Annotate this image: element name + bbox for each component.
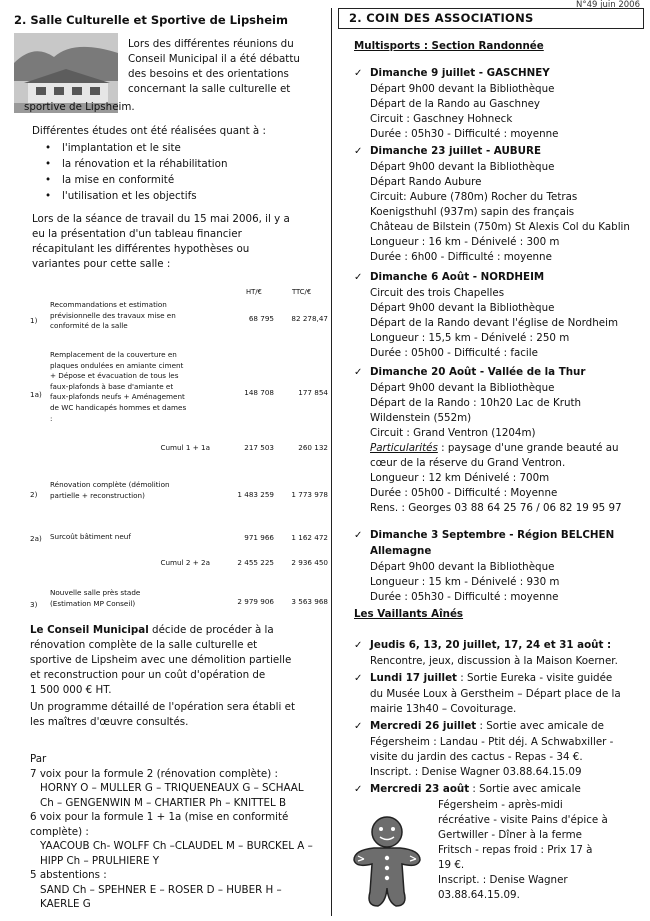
cumul-ttc: 2 936 450 (291, 558, 328, 567)
row-ht: 1 483 259 (237, 490, 274, 499)
event-details: Départ 9h00 devant la Bibliothèque Départ de la Rando : 10h20 Lac de Kruth Wildenstein (552m) Circuit : Grand Ventron (1204m) Particularités : paysage d'une grande beauté au cœur de la réserve du Grand Ventron. Longueur : 12 km Dénivelé : 700m Durée : 05h00 - Difficulté : Moyenne Rens. : Georges 03 88 64 25 76 / 06 82 19 95 97 (370, 382, 622, 514)
event-title: Dimanche 23 juillet - AUBURE (370, 145, 541, 157)
event-details: Départ 9h00 devant la Bibliothèque Départ de la Rando au Gaschney Circuit : Gaschney Hohneck Durée : 05h30 - Difficulté : moyenne (370, 83, 559, 140)
header-ttc: TTC/€ (292, 288, 312, 296)
event-details: Départ 9h00 devant la Bibliothèque Longueur : 15 km - Dénivelé : 930 m Durée : 05h30 - Difficulté : moyenne (370, 561, 560, 603)
event-title: Mercredi 26 juillet : Sortie avec amicale de (370, 720, 605, 732)
row-ttc: 177 854 (298, 388, 328, 397)
programme-paragraph: Un programme détaillé de l'opération sera établi et les maîtres d'œuvre consultés. (30, 701, 295, 728)
row-label: 2) (30, 490, 38, 499)
row-ht: 2 979 906 (237, 597, 274, 606)
right-article-title: 2. COIN DES ASSOCIATIONS (349, 11, 534, 25)
seance-paragraph: Lors de la séance de travail du 15 mai 2006, il y a eu la présentation d'un tableau financier récapitulant les différentes hypothèses ou variantes pour cette salle : (32, 213, 290, 271)
row-description: Remplacement de la couverture en plaques ondulées en amiante ciment + Dépose et évacuation de tous les faux-plafonds à base d'amiante et faux-plafonds neufs + Aménagement de WC handicapés hommes et dames : (50, 350, 187, 423)
studies-intro: Différentes études ont été réalisées quant à : (32, 125, 266, 137)
row-ttc: 1 773 978 (291, 490, 328, 499)
section-title-randonnee: Multisports : Section Randonnée (354, 40, 544, 52)
section-title-aines: Les Vaillants Aînés (354, 608, 464, 620)
check-icon: ✓ (354, 272, 363, 283)
event-details: Départ 9h00 devant la Bibliothèque Départ Rando Aubure Circuit: Aubure (780m) Rocher du Tetras Koenigsthuhl (937m) sapin des français Château de Bilstein (750m) St Alexis Col du Kablin Longueur : 16 km - Dénivelé : 300 m Durée : 6h00 - Difficulté : moyenne (370, 161, 630, 263)
event-title: Dimanche 3 Septembre - Région BELCHEN (370, 529, 615, 541)
study-item: • la rénovation et la réhabilitation (62, 157, 227, 172)
event-title: Jeudis 6, 13, 20 juillet, 17, 24 et 31 août : (370, 639, 612, 651)
vote-results: Par 7 voix pour la formule 2 (rénovation complète) : HORNY O – MULLER G – TRIQUENEAUX G – SCHAAL Ch – GENGENWIN M – CHARTIER Ph – KNITTEL B 6 voix pour la formule 1 + 1a (mise en conformité complète) : YAACOUB Ch- WOLFF Ch –CLAUDEL M – BURCKEL A – HIPP Ch – PRULHIERE Y 5 abstentions : SAND Ch – SPEHNER E – ROSER D – HUBER H – KAERLE G (30, 753, 313, 910)
cumul-ht: 217 503 (244, 443, 274, 452)
cumul-ttc: 260 132 (298, 443, 328, 452)
row-label: 1) (30, 316, 38, 325)
check-icon: ✓ (354, 673, 363, 684)
cumul-label: Cumul 1 + 1a (160, 443, 210, 452)
event-details: du Musée Loux à Gerstheim – Départ place de la mairie 13h40 – Covoiturage. (370, 688, 621, 715)
row-label: 3) (30, 600, 38, 609)
row-ttc: 1 162 472 (291, 533, 328, 542)
intro-tail: sportive de Lipsheim. (24, 101, 135, 113)
study-item: • l'utilisation et les objectifs (62, 189, 197, 204)
row-label: 2a) (30, 534, 42, 543)
event-details: Fégersheim - après-midi récréative - visite Pains d'épice à Gertwiller - Dîner à la ferme Fritsch - repas froid : Prix 17 à 19 €. Inscript. : Denise Wagner 03.88.64.15.09. (438, 799, 608, 901)
check-icon: ✓ (354, 367, 363, 378)
row-description: Surcoût bâtiment neuf (50, 532, 131, 541)
row-description: Rénovation complète (démolition partielle + reconstruction) (50, 480, 170, 500)
column-divider (331, 8, 332, 916)
check-icon: ✓ (354, 640, 363, 651)
row-ht: 68 795 (248, 314, 274, 323)
header-ht: HT/€ (246, 288, 262, 296)
cumul-ht: 2 455 225 (237, 558, 274, 567)
row-ttc: 82 278,47 (291, 314, 328, 323)
check-icon: ✓ (354, 784, 363, 795)
event-details: Circuit des trois Chapelles Départ 9h00 devant la Bibliothèque Départ de la Rando devant l'église de Nordheim Longueur : 15,5 km - Dénivelé : 250 m Durée : 05h00 - Difficulté : facile (370, 287, 618, 359)
left-article-title: 2. Salle Culturelle et Sportive de Lipsheim (14, 13, 288, 27)
right-header-box (338, 8, 644, 29)
event-title: Dimanche 20 Août - Vallée de la Thur (370, 366, 586, 378)
row-description: Nouvelle salle près stade (Estimation MP Conseil) (50, 588, 141, 608)
check-icon: ✓ (354, 146, 363, 157)
event-title: Dimanche 9 juillet - GASCHNEY (370, 67, 550, 79)
event-details: Fégersheim : Landau - Ptit déj. A Schwabxiller - visite du jardin des cactus - Repas - 34 €. Inscript. : Denise Wagner 03.88.64.15.09 (370, 736, 614, 778)
event-subtitle: Allemagne (370, 545, 432, 557)
row-ht: 971 966 (244, 533, 274, 542)
intro-paragraph: Lors des différentes réunions du Conseil Municipal il a été débattu des besoins et des orientations concernant la salle culturelle et (128, 38, 300, 96)
event-title: Lundi 17 juillet : Sortie Eureka - visite guidée (370, 672, 613, 684)
row-ht: 148 708 (244, 388, 274, 397)
row-ttc: 3 563 968 (291, 597, 328, 606)
check-icon: ✓ (354, 530, 363, 541)
row-description: Recommandations et estimation prévisionnelle des travaux mise en conformité de la salle (50, 300, 176, 331)
issue-number: N°49 juin 2006 (576, 0, 640, 10)
event-title: Dimanche 6 Août - NORDHEIM (370, 271, 545, 283)
row-label: 1a) (30, 390, 42, 399)
cumul-label: Cumul 2 + 2a (160, 558, 210, 567)
event-details: Rencontre, jeux, discussion à la Maison Koerner. (370, 655, 618, 667)
check-icon: ✓ (354, 721, 363, 732)
check-icon: ✓ (354, 68, 363, 79)
event-title: Mercredi 23 août : Sortie avec amicale (370, 783, 581, 795)
study-item: • la mise en conformité (62, 173, 174, 188)
study-item: • l'implantation et le site (62, 141, 181, 156)
gingerbread-man-illustration (350, 814, 424, 910)
decision-paragraph: Le Conseil Municipal décide de procéder à la rénovation complète de la salle culturelle et sportive de Lipsheim avec une démolition partielle et reconstruction pour un coût d'opération de 1 500 000 € HT. (30, 624, 292, 696)
